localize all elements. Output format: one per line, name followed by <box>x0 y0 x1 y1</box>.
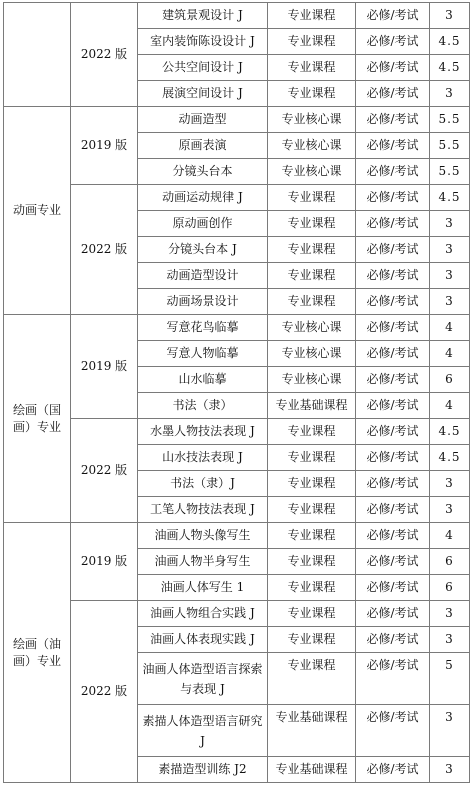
course-requirement: 必修/考试 <box>356 653 430 705</box>
course-type: 专业课程 <box>268 185 356 211</box>
course-credit: 3 <box>430 601 470 627</box>
course-name: 动画运动规律 J <box>138 185 268 211</box>
course-name: 水墨人物技法表现 J <box>138 419 268 445</box>
course-name: 素描人体造型语言研究 J <box>138 705 268 757</box>
table-row <box>4 419 470 445</box>
course-name: 动画场景设计 <box>138 289 268 315</box>
course-type: 专业课程 <box>268 237 356 263</box>
table-row <box>4 3 470 29</box>
table-row <box>4 185 470 211</box>
course-credit: 3 <box>430 237 470 263</box>
course-name: 油画人体写生 1 <box>138 575 268 601</box>
version-cell: 2022 版 <box>71 185 138 315</box>
course-credit: 6 <box>430 575 470 601</box>
course-requirement: 必修/考试 <box>356 315 430 341</box>
table-row <box>4 315 470 341</box>
table-row <box>4 523 470 549</box>
course-type: 专业课程 <box>268 3 356 29</box>
course-credit: 4.5 <box>430 419 470 445</box>
course-credit: 4.5 <box>430 55 470 81</box>
course-requirement: 必修/考试 <box>356 705 430 757</box>
course-name: 山水临摹 <box>138 367 268 393</box>
course-name: 展演空间设计 J <box>138 81 268 107</box>
course-requirement: 必修/考试 <box>356 289 430 315</box>
course-type: 专业课程 <box>268 575 356 601</box>
course-type: 专业课程 <box>268 263 356 289</box>
version-cell: 2019 版 <box>71 523 138 601</box>
course-requirement: 必修/考试 <box>356 29 430 55</box>
course-table <box>3 2 470 783</box>
course-requirement: 必修/考试 <box>356 237 430 263</box>
course-type: 专业核心课 <box>268 315 356 341</box>
course-requirement: 必修/考试 <box>356 81 430 107</box>
course-type: 专业课程 <box>268 55 356 81</box>
course-name: 写意花鸟临摹 <box>138 315 268 341</box>
course-type: 专业课程 <box>268 211 356 237</box>
course-credit: 5.5 <box>430 107 470 133</box>
course-name: 室内装饰陈设设计 J <box>138 29 268 55</box>
course-requirement: 必修/考试 <box>356 55 430 81</box>
course-type: 专业核心课 <box>268 133 356 159</box>
course-name: 油画人物组合实践 J <box>138 601 268 627</box>
course-credit: 4.5 <box>430 29 470 55</box>
course-name: 分镜头台本 J <box>138 237 268 263</box>
course-credit: 3 <box>430 497 470 523</box>
course-credit: 3 <box>430 289 470 315</box>
course-type: 专业课程 <box>268 497 356 523</box>
version-cell: 2019 版 <box>71 315 138 419</box>
course-credit: 4.5 <box>430 445 470 471</box>
major-cell: 动画专业 <box>4 107 71 315</box>
course-requirement: 必修/考试 <box>356 523 430 549</box>
course-type: 专业课程 <box>268 653 356 705</box>
table-row <box>4 107 470 133</box>
course-credit: 3 <box>430 81 470 107</box>
course-name: 公共空间设计 J <box>138 55 268 81</box>
course-type: 专业课程 <box>268 289 356 315</box>
course-requirement: 必修/考试 <box>356 133 430 159</box>
version-cell: 2022 版 <box>71 419 138 523</box>
course-credit: 3 <box>430 757 470 783</box>
course-credit: 3 <box>430 627 470 653</box>
course-requirement: 必修/考试 <box>356 107 430 133</box>
course-name: 山水技法表现 J <box>138 445 268 471</box>
course-requirement: 必修/考试 <box>356 627 430 653</box>
course-requirement: 必修/考试 <box>356 211 430 237</box>
course-credit: 4.5 <box>430 185 470 211</box>
table-row <box>4 601 470 627</box>
version-cell: 2022 版 <box>71 601 138 783</box>
course-requirement: 必修/考试 <box>356 185 430 211</box>
course-credit: 3 <box>430 263 470 289</box>
course-requirement: 必修/考试 <box>356 3 430 29</box>
course-name: 油画人物头像写生 <box>138 523 268 549</box>
course-credit: 6 <box>430 367 470 393</box>
course-type: 专业核心课 <box>268 367 356 393</box>
course-name: 原画表演 <box>138 133 268 159</box>
major-cell <box>4 3 71 107</box>
major-cell: 绘画（油画）专业 <box>4 523 71 783</box>
course-name: 书法（隶）J <box>138 471 268 497</box>
course-requirement: 必修/考试 <box>356 159 430 185</box>
course-credit: 3 <box>430 471 470 497</box>
course-type: 专业课程 <box>268 523 356 549</box>
course-credit: 5 <box>430 653 470 705</box>
course-name: 工笔人物技法表现 J <box>138 497 268 523</box>
course-requirement: 必修/考试 <box>356 471 430 497</box>
course-type: 专业课程 <box>268 471 356 497</box>
course-type: 专业核心课 <box>268 341 356 367</box>
course-requirement: 必修/考试 <box>356 393 430 419</box>
course-name: 素描造型训练 J2 <box>138 757 268 783</box>
course-credit: 3 <box>430 705 470 757</box>
major-cell: 绘画（国画）专业 <box>4 315 71 523</box>
course-type: 专业课程 <box>268 29 356 55</box>
course-type: 专业课程 <box>268 549 356 575</box>
course-requirement: 必修/考试 <box>356 445 430 471</box>
course-type: 专业核心课 <box>268 107 356 133</box>
course-credit: 4 <box>430 341 470 367</box>
course-type: 专业课程 <box>268 445 356 471</box>
course-name: 油画人体造型语言探索与表现 J <box>138 653 268 705</box>
course-type: 专业课程 <box>268 81 356 107</box>
course-requirement: 必修/考试 <box>356 367 430 393</box>
course-credit: 6 <box>430 549 470 575</box>
course-credit: 5.5 <box>430 133 470 159</box>
course-requirement: 必修/考试 <box>356 601 430 627</box>
course-type: 专业课程 <box>268 601 356 627</box>
course-type: 专业核心课 <box>268 159 356 185</box>
course-requirement: 必修/考试 <box>356 263 430 289</box>
course-name: 建筑景观设计 J <box>138 3 268 29</box>
course-credit: 4 <box>430 393 470 419</box>
course-credit: 4 <box>430 315 470 341</box>
course-requirement: 必修/考试 <box>356 497 430 523</box>
course-name: 原动画创作 <box>138 211 268 237</box>
course-requirement: 必修/考试 <box>356 341 430 367</box>
version-cell: 2022 版 <box>71 3 138 107</box>
course-type: 专业课程 <box>268 627 356 653</box>
course-credit: 5.5 <box>430 159 470 185</box>
course-name: 油画人体表现实践 J <box>138 627 268 653</box>
course-credit: 3 <box>430 211 470 237</box>
course-name: 书法（隶） <box>138 393 268 419</box>
course-requirement: 必修/考试 <box>356 549 430 575</box>
course-requirement: 必修/考试 <box>356 575 430 601</box>
course-credit: 4 <box>430 523 470 549</box>
course-name: 动画造型设计 <box>138 263 268 289</box>
version-cell: 2019 版 <box>71 107 138 185</box>
course-type: 专业课程 <box>268 419 356 445</box>
course-requirement: 必修/考试 <box>356 419 430 445</box>
course-name: 动画造型 <box>138 107 268 133</box>
course-type: 专业基础课程 <box>268 705 356 757</box>
course-name: 分镜头台本 <box>138 159 268 185</box>
course-type: 专业基础课程 <box>268 757 356 783</box>
course-name: 油画人物半身写生 <box>138 549 268 575</box>
course-requirement: 必修/考试 <box>356 757 430 783</box>
course-name: 写意人物临摹 <box>138 341 268 367</box>
course-type: 专业基础课程 <box>268 393 356 419</box>
course-credit: 3 <box>430 3 470 29</box>
